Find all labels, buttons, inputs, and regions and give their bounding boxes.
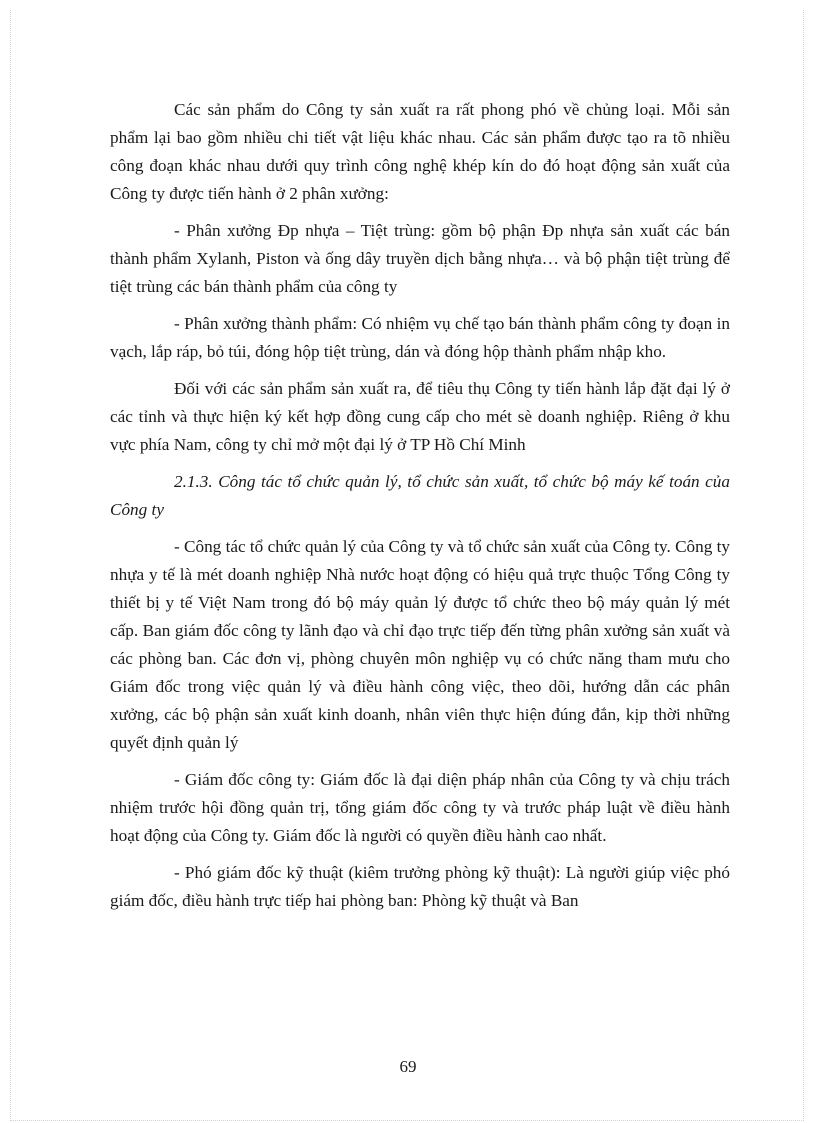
page-number: 69: [399, 1057, 417, 1076]
paragraph-deputy-director: - Phó giám đốc kỹ thuật (kiêm trưởng phòng kỹ thuật): Là người giúp việc phó giám đốc, điều hành trực tiếp hai phòng ban: Phòng kỹ thuật và Ban: [110, 863, 730, 910]
paragraph-management-organization: - Công tác tổ chức quản lý của Công ty và tổ chức sản xuất của Công ty. Công ty nhựa y tế là mét doanh nghiệp Nhà nước hoạt động có hiệu quả trực thuộc Tổng Công ty thiết bị y tế Việt Nam trong đó bộ máy quản lý được tổ chức theo bộ máy quản lý mét cấp. Ban giám đốc công ty lãnh đạo và chỉ đạo trực tiếp đến từng phân xưởng sản xuất và các phòng ban. Các đơn vị, phòng chuyên môn nghiệp vụ có chức năng tham mưu cho Giám đốc trong việc quản lý và điều hành công việc, theo dõi, hướng dẫn các phân xưởng, các bộ phận sản xuất kinh doanh, nhân viên thực hiện đúng đắn, kịp thời những quyết định quản lý: [110, 537, 730, 752]
document-body: [110, 96, 730, 924]
paragraph-finished-workshop: - Phân xưởng thành phẩm: Có nhiệm vụ chế tạo bán thành phẩm công ty đoạn in vạch, lắp ráp, bỏ túi, đóng hộp tiệt trùng, dán và đóng hộp thành phẩm nhập kho.: [110, 314, 730, 361]
paragraph-director: - Giám đốc công ty: Giám đốc là đại diện pháp nhân của Công ty và chịu trách nhiệm trước hội đồng quản trị, tổng giám đốc công ty và trước pháp luật về điều hành hoạt động của Công ty. Giám đốc là người có quyền điều hành cao nhất.: [110, 770, 730, 845]
paragraph-plastic-workshop: - Phân xưởng Đp nhựa – Tiệt trùng: gồm bộ phận Đp nhựa sản xuất các bán thành phẩm Xylanh, Piston và ống dây truyền dịch bằng nhựa… và bộ phận tiệt trùng để tiệt trùng các bán thành phẩm của công ty: [110, 221, 730, 296]
paragraph-products-intro: Các sản phẩm do Công ty sản xuất ra rất phong phó về chủng loại. Mỗi sản phẩm lại bao gồm nhiều chi tiết vật liệu khác nhau. Các sản phẩm được tạo ra tõ nhiều công đoạn khác nhau dưới quy trình công nghệ khép kín do đó hoạt động sản xuất của Công ty được tiến hành ở 2 phân xưởng:: [110, 100, 730, 203]
paragraph-distribution: Đối với các sản phẩm sản xuất ra, để tiêu thụ Công ty tiến hành lắp đặt đại lý ở các tỉnh và thực hiện ký kết hợp đồng cung cấp cho mét sè doanh nghiệp. Riêng ở khu vực phía Nam, công ty chỉ mở một đại lý ở TP Hồ Chí Minh: [110, 379, 730, 454]
section-heading-2-1-3: 2.1.3. Công tác tổ chức quản lý, tổ chức sản xuất, tổ chức bộ máy kế toán của Công ty: [110, 472, 730, 519]
